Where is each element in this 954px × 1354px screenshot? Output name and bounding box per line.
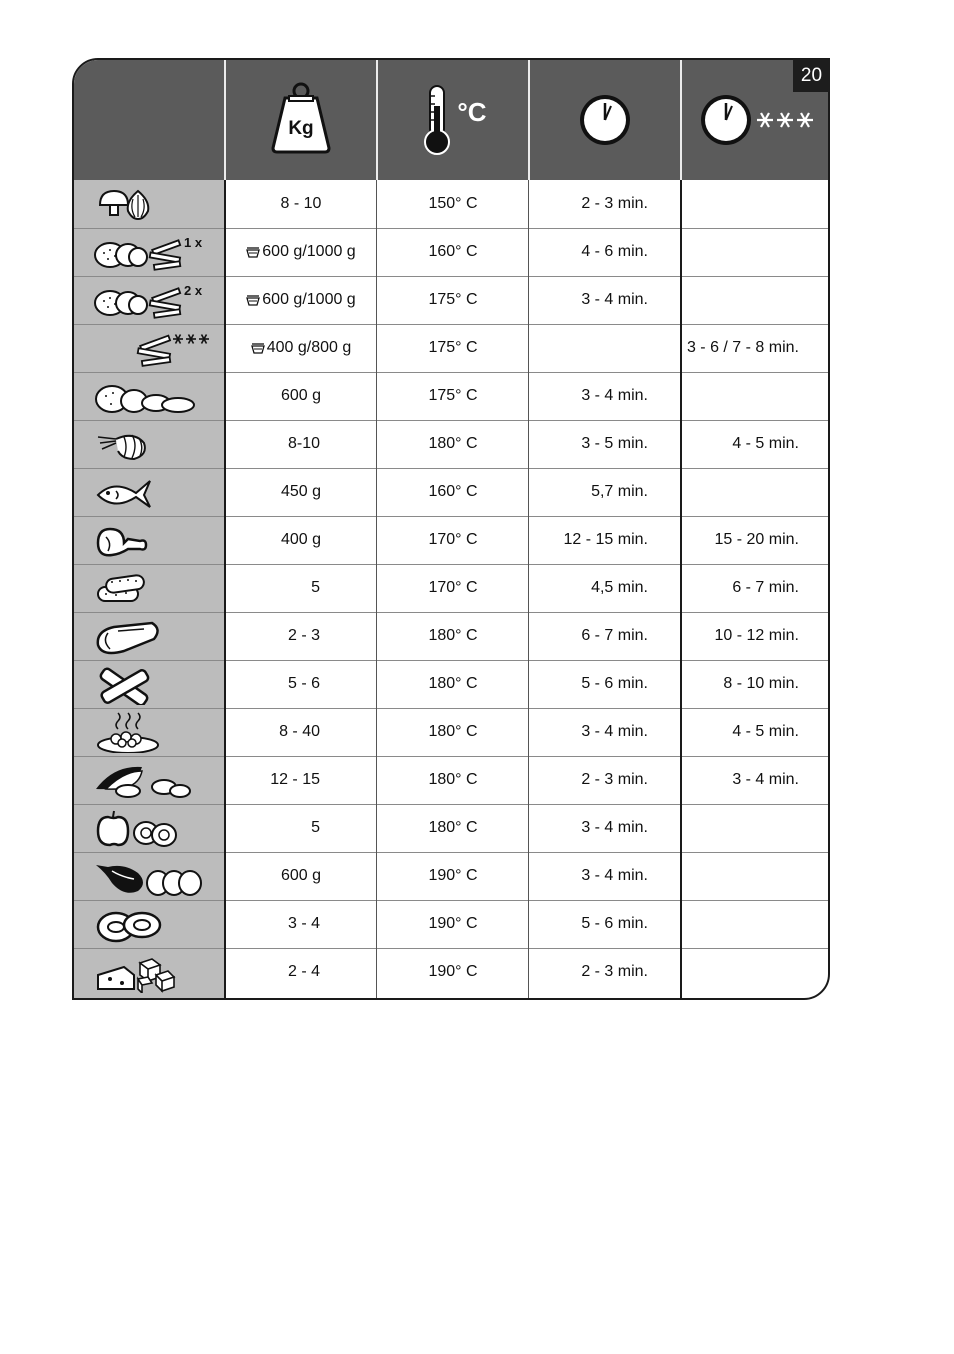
row-divider [74,804,828,805]
amount-value: 600 g [280,867,322,884]
page-number: 20 [793,59,830,92]
amount-cell [226,228,376,276]
basket-icon [251,342,265,354]
amount-cell [226,564,376,612]
row-divider [74,564,828,565]
basket-icon [246,246,260,258]
food-icon-cell [74,564,224,612]
amount-value: 5 [311,819,320,836]
table-row [74,324,828,372]
time-value: 4 - 6 min. [581,243,648,260]
table-row [74,756,828,804]
time-value: 3 - 4 min. [581,291,648,308]
temperature-cell [378,948,528,996]
temperature-cell [378,468,528,516]
time-cell [530,276,648,324]
amount-value: 450 g [280,483,322,500]
temperature-cell [378,612,528,660]
apple-rings-icon [84,807,214,849]
header-time [530,60,680,180]
temperature-cell [378,900,528,948]
food-icon-cell [74,372,224,420]
temperature-cell [378,420,528,468]
weight-icon [269,82,333,158]
frozen-time-value: 4 - 5 min. [732,723,799,740]
row-divider [74,612,828,613]
time-cell [530,564,648,612]
amount-value: 3 - 4 [287,915,320,932]
temperature-value: 190° C [428,867,478,884]
temperature-value: 170° C [428,531,478,548]
time-cell [530,372,648,420]
food-icon-cell [74,324,224,372]
table-row [74,420,828,468]
temperature-cell [378,180,528,228]
temperature-value: 180° C [428,627,478,644]
row-divider [74,948,828,949]
weight-label: Kg [288,118,314,139]
time-value: 2 - 3 min. [581,195,648,212]
temperature-cell [378,564,528,612]
temperature-unit: °C [457,96,487,127]
rolls-crossed-icon [84,663,214,705]
potato-slices-icon [84,375,214,417]
food-icon-cell [74,612,224,660]
row-divider [74,756,828,757]
table-row [74,228,828,276]
amount-cell [226,612,376,660]
temperature-value: 180° C [428,819,478,836]
temperature-cell [378,372,528,420]
time-value: 3 - 4 min. [581,867,648,884]
amount-value: 400 g/800 g [266,339,352,356]
frozen-time-cell [681,372,799,420]
row-divider [74,228,828,229]
amount-cell [226,516,376,564]
row-divider [74,852,828,853]
table-row [74,660,828,708]
header-food [74,60,224,180]
time-cell [530,948,648,996]
frozen-time-cell [681,276,799,324]
amount-cell [226,372,376,420]
amount-cell [226,948,376,996]
table-row [74,564,828,612]
temperature-value: 160° C [428,243,478,260]
time-cell [530,660,648,708]
amount-value: 8 - 40 [279,723,320,740]
temperature-value: 150° C [428,195,478,212]
food-icon-cell [74,852,224,900]
amount-value: 600 g/1000 g [262,243,356,260]
frozen-time-value: 3 - 4 min. [732,771,799,788]
potato-fries-1x-icon [84,231,214,273]
frozen-time-cell [681,612,799,660]
time-cell [530,468,648,516]
frozen-time-cell [681,804,799,852]
clock-frozen-icon [699,93,815,147]
chicken-leg-icon [84,519,214,561]
temperature-value: 180° C [428,723,478,740]
clock-icon [578,93,632,147]
spring-roll-icon [84,615,214,657]
temperature-cell [378,852,528,900]
time-cell [530,756,648,804]
time-value: 12 - 15 min. [563,531,648,548]
food-icon-cell [74,276,224,324]
row-divider [74,660,828,661]
time-cell [530,804,648,852]
temperature-value: 175° C [428,291,478,308]
temperature-value: 175° C [428,339,478,356]
temperature-cell [378,756,528,804]
food-icon-cell [74,420,224,468]
frozen-time-cell [681,564,799,612]
temperature-value: 175° C [428,387,478,404]
frozen-time-cell [681,468,799,516]
table-header [74,60,828,180]
amount-cell [226,420,376,468]
amount-cell [226,756,376,804]
onion-rings-icon [84,903,214,945]
frozen-time-value: 10 - 12 min. [714,627,799,644]
frozen-time-cell [681,516,799,564]
header-weight [226,60,376,180]
temperature-cell [378,324,528,372]
food-icon-cell [74,660,224,708]
time-value: 3 - 4 min. [581,723,648,740]
table-row [74,612,828,660]
temperature-value: 180° C [428,675,478,692]
temperature-cell [378,516,528,564]
temperature-cell [378,276,528,324]
eggplant-slices-icon [84,855,214,897]
temperature-value: 180° C [428,435,478,452]
table-row [74,180,828,228]
time-cell [530,324,648,372]
table-row [74,804,828,852]
amount-value: 5 [311,579,320,596]
time-cell [530,852,648,900]
table-row [74,468,828,516]
temperature-cell [378,708,528,756]
food-icon-cell [74,180,224,228]
pass-count-label: 2 x [184,283,203,298]
time-value: 4,5 min. [591,579,648,596]
row-divider [74,372,828,373]
amount-value: 2 - 4 [287,963,320,980]
pass-count-label: 1 x [184,235,203,250]
breaded-sticks-icon [84,567,214,609]
row-divider [74,708,828,709]
frozen-time-cell [681,708,799,756]
shrimp-icon [84,423,214,465]
amount-value: 8-10 [287,435,320,452]
amount-value: 600 g [280,387,322,404]
frozen-time-value: 8 - 10 min. [723,675,799,692]
frozen-time-cell [681,756,799,804]
row-divider [74,468,828,469]
food-icon-cell [74,468,224,516]
amount-value: 600 g/1000 g [262,291,356,308]
amount-cell [226,324,376,372]
frozen-fries-icon [84,327,214,369]
amount-value: 400 g [280,531,322,548]
food-icon-cell [74,756,224,804]
time-value: 2 - 3 min. [581,963,648,980]
potato-fries-2x-icon [84,279,214,321]
table-row [74,516,828,564]
amount-value: 8 - 10 [280,195,322,212]
frozen-time-cell [681,852,799,900]
table-row [74,708,828,756]
mushroom-onion-icon [84,183,214,225]
amount-cell [226,276,376,324]
amount-cell [226,708,376,756]
amount-value: 2 - 3 [287,627,320,644]
temperature-cell [378,660,528,708]
table-row [74,900,828,948]
time-cell [530,180,648,228]
amount-value: 12 - 15 [270,771,320,788]
table-row [74,372,828,420]
table-row [74,276,828,324]
row-divider [74,324,828,325]
header-temperature [378,60,528,180]
mussels-icon [84,759,214,801]
table-row [74,948,828,996]
frozen-time-value: 4 - 5 min. [732,435,799,452]
temperature-value: 180° C [428,771,478,788]
amount-cell [226,468,376,516]
cheese-cubes-icon [84,951,214,993]
amount-cell [226,852,376,900]
frozen-time-cell [681,660,799,708]
time-cell [530,420,648,468]
amount-cell [226,660,376,708]
food-icon-cell [74,900,224,948]
time-cell [530,612,648,660]
time-value: 5 - 6 min. [581,915,648,932]
food-icon-cell [74,228,224,276]
thermometer-icon [419,84,455,156]
time-value: 6 - 7 min. [581,627,648,644]
fish-icon [84,471,214,513]
frozen-time-value: 3 - 6 / 7 - 8 min. [686,339,799,356]
temperature-value: 190° C [428,963,478,980]
temperature-cell [378,228,528,276]
frozen-time-value: 15 - 20 min. [714,531,799,548]
amount-cell [226,804,376,852]
frozen-time-cell [681,228,799,276]
frozen-time-cell [681,324,799,372]
basket-icon [246,294,260,306]
temperature-value: 160° C [428,483,478,500]
amount-cell [226,900,376,948]
table-row [74,852,828,900]
frozen-time-cell [681,180,799,228]
food-icon-cell [74,708,224,756]
frozen-time-cell [681,948,799,996]
amount-value: 5 - 6 [287,675,320,692]
temperature-value: 190° C [428,915,478,932]
time-value: 3 - 4 min. [581,387,648,404]
time-value: 2 - 3 min. [581,771,648,788]
time-cell [530,900,648,948]
row-divider [74,516,828,517]
food-icon-cell [74,948,224,996]
temperature-cell [378,804,528,852]
time-value: 5,7 min. [591,483,648,500]
frozen-time-cell [681,900,799,948]
time-cell [530,228,648,276]
frozen-time-cell [681,420,799,468]
row-divider [74,420,828,421]
time-value: 3 - 5 min. [581,435,648,452]
time-value: 5 - 6 min. [581,675,648,692]
row-divider [74,900,828,901]
row-divider [74,276,828,277]
amount-cell [226,180,376,228]
temperature-value: 170° C [428,579,478,596]
hot-plate-icon [84,711,214,753]
time-cell [530,708,648,756]
time-value: 3 - 4 min. [581,819,648,836]
frying-table [72,58,830,1000]
frozen-time-value: 6 - 7 min. [732,579,799,596]
time-cell [530,516,648,564]
food-icon-cell [74,804,224,852]
food-icon-cell [74,516,224,564]
